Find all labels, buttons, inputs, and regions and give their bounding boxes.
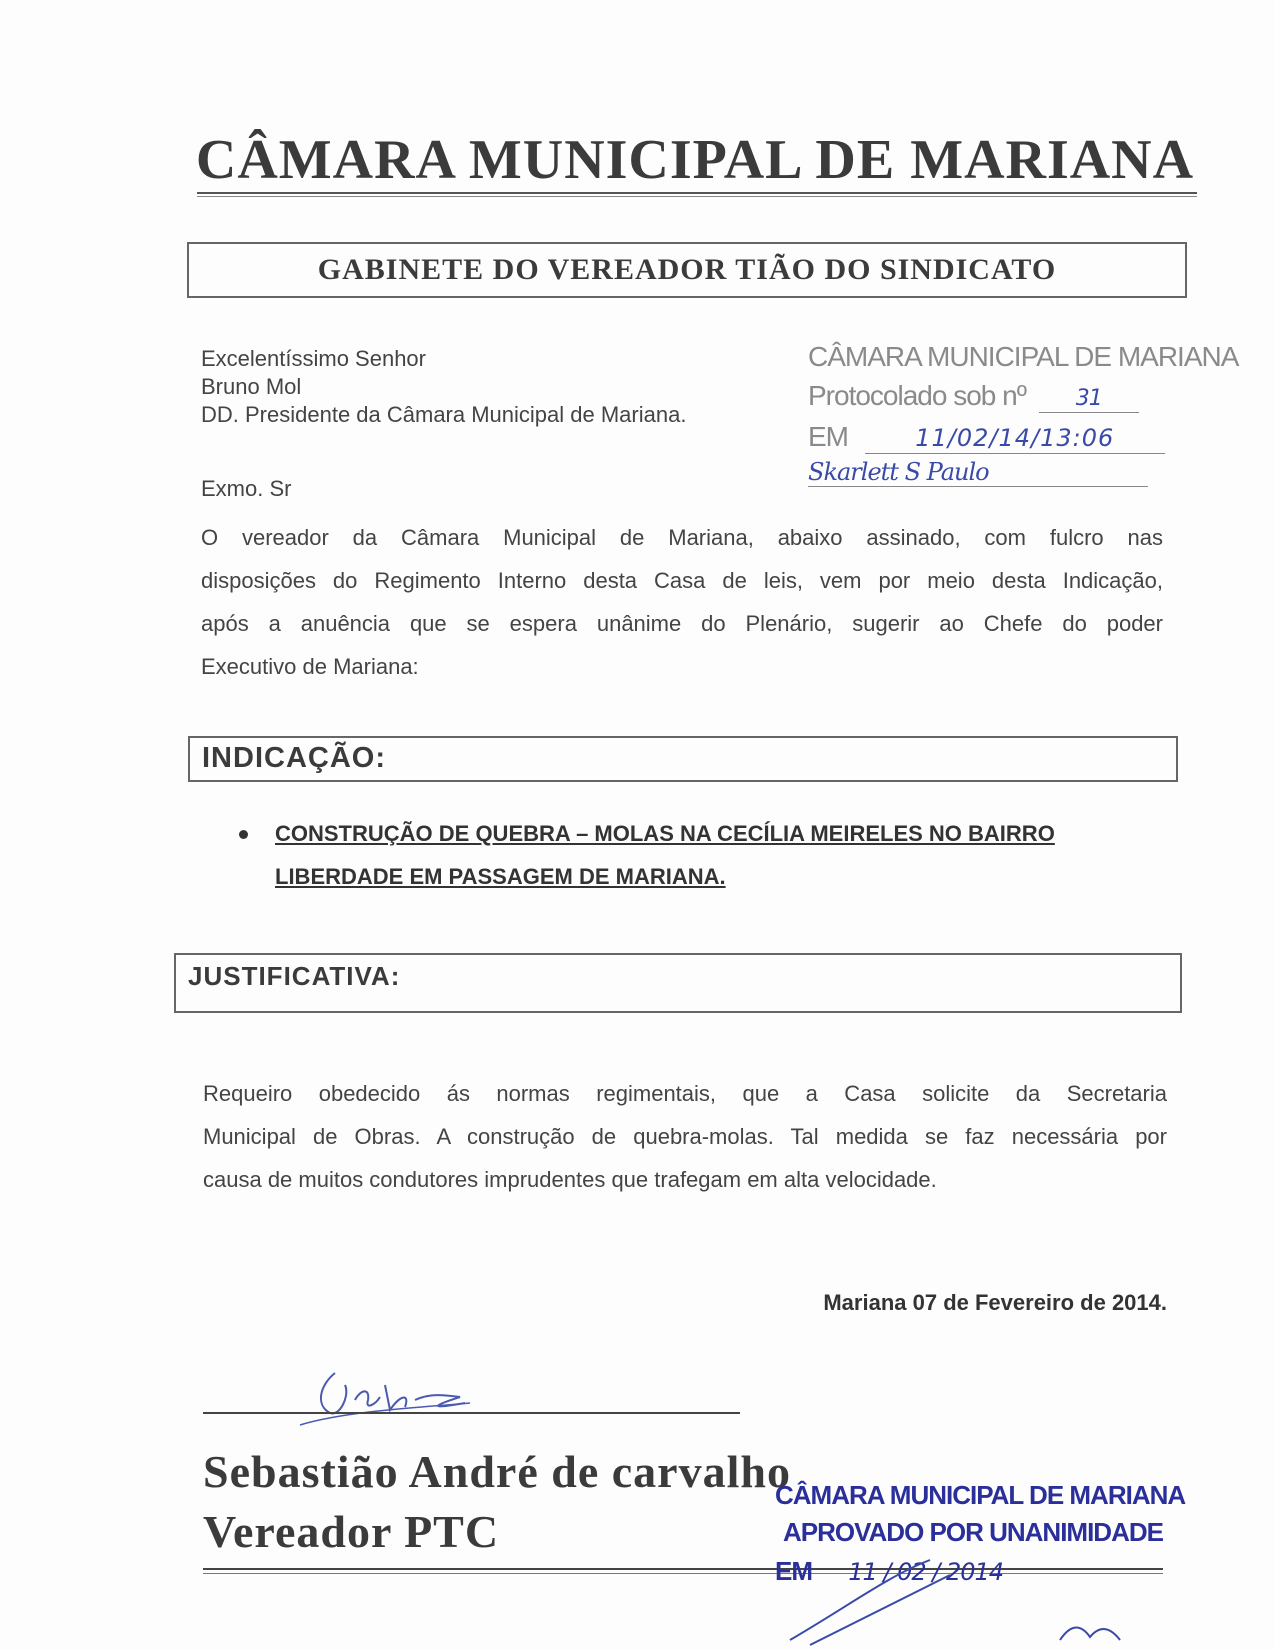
indicacao-item-line2: LIBERDADE EM PASSAGEM DE MARIANA.: [275, 864, 726, 889]
intro-line2: disposições do Regimento Interno desta Casa de leis, vem por meio desta Indicação,: [201, 568, 1163, 593]
intro-line1: O vereador da Câmara Municipal de Mariana, abaixo assinado, com fulcro nas: [201, 525, 1163, 550]
addressee-line3: DD. Presidente da Câmara Municipal de Mariana.: [201, 402, 687, 427]
protocol-stamp-label: Protocolado sob nº: [808, 380, 1026, 411]
approval-stamp-status: APROVADO POR UNANIMIDADE: [783, 1517, 1163, 1547]
addressee-block: [201, 345, 686, 429]
addressee-line2: Bruno Mol: [201, 374, 302, 399]
protocol-date-label: EM: [808, 421, 848, 452]
protocol-stamp-org: CÂMARA MUNICIPAL DE MARIANA: [808, 341, 1239, 372]
date-line: Mariana 07 de Fevereiro de 2014.: [823, 1290, 1167, 1315]
title-underline: [197, 192, 1197, 194]
intro-line3: após a anuência que se espera unânime do Plenário, sugerir ao Chefe do poder: [201, 611, 1163, 636]
indicacao-heading: INDICAÇÃO:: [202, 742, 386, 774]
intro-line4: Executivo de Mariana:: [201, 654, 419, 679]
approval-date: 11 / 02 / 2014: [848, 1558, 1004, 1586]
office-title: GABINETE DO VEREADOR TIÃO DO SINDICATO: [317, 253, 1057, 286]
salutation: Exmo. Sr: [201, 476, 292, 501]
justificativa-line3: causa de muitos condutores imprudentes que trafegam em alta velocidade.: [203, 1167, 937, 1192]
justificativa-box: [174, 953, 1182, 1013]
intro-paragraph: [201, 516, 1163, 688]
office-box: [187, 242, 1187, 298]
approval-date-label: EM: [775, 1556, 812, 1586]
justificativa-heading: JUSTIFICATIVA:: [188, 961, 401, 991]
protocol-stamp: [808, 340, 1239, 487]
indicacao-item: [275, 812, 1175, 898]
addressee-line1: Excelentíssimo Senhor: [201, 346, 426, 371]
indicacao-box: [188, 736, 1178, 782]
approval-stamp-org: CÂMARA MUNICIPAL DE MARIANA: [775, 1480, 1186, 1510]
title-underline-2: [197, 196, 1197, 197]
indicacao-item-line1: CONSTRUÇÃO DE QUEBRA – MOLAS NA CECÍLIA MEIRELES NO BAIRRO: [275, 821, 1055, 846]
bullet-dot: [239, 830, 248, 839]
approval-scribble: [770, 1545, 1150, 1650]
protocol-date: 11/02/14/13:06: [915, 424, 1115, 452]
document-title: CÂMARA MUNICIPAL DE MARIANA: [195, 129, 1195, 191]
protocol-number: 31: [1075, 386, 1102, 411]
handwritten-signature: [200, 1365, 530, 1435]
justificativa-line1: Requeiro obedecido ás normas regimentais, que a Casa solicite da Secretaria: [203, 1081, 1167, 1106]
protocol-signature: Skarlett S Paulo: [808, 458, 989, 486]
justificativa-line2: Municipal de Obras. A construção de quebra-molas. Tal medida se faz necessária por: [203, 1124, 1167, 1149]
signer-role: Vereador PTC: [203, 1506, 500, 1557]
signer-name: Sebastião André de carvalho: [203, 1446, 791, 1497]
justificativa-paragraph: [203, 1072, 1167, 1201]
signature-line: [203, 1412, 740, 1414]
